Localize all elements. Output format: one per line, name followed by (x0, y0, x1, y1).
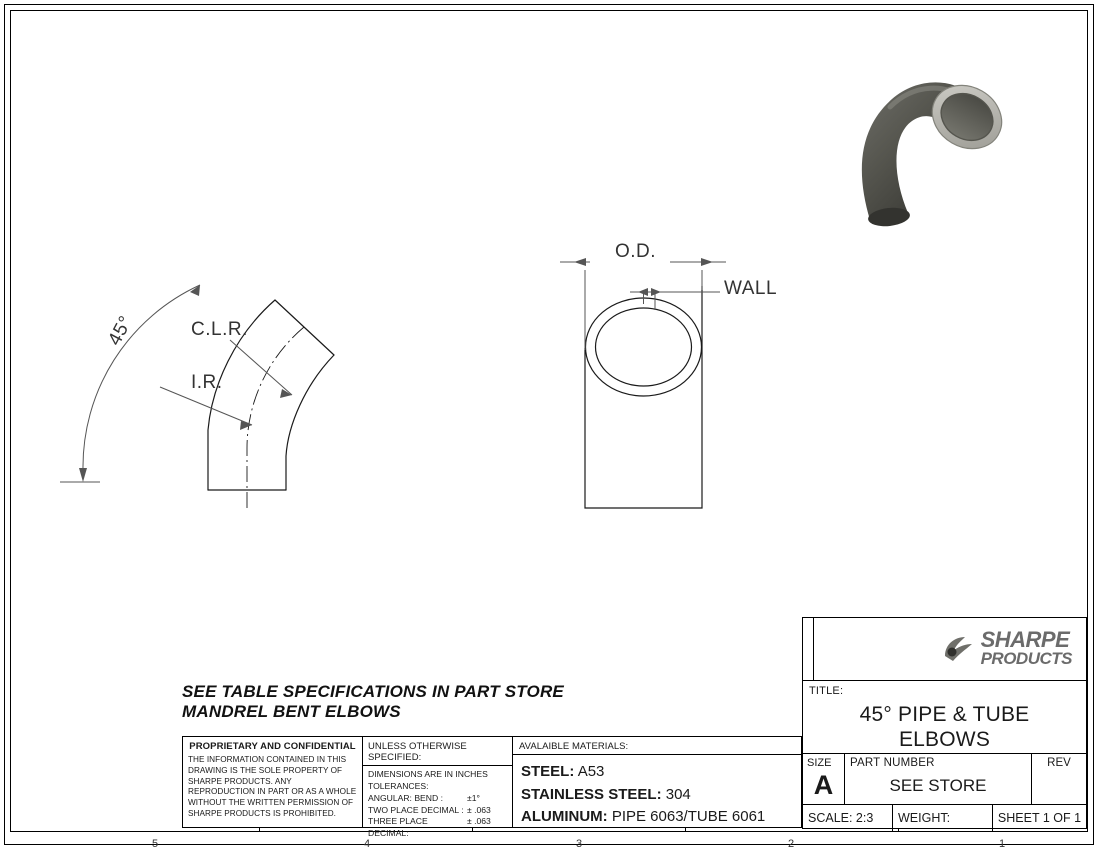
tolerance-key: THREE PLACE DECIMAL: (368, 816, 428, 839)
od-label: O.D. (615, 241, 657, 262)
tolerance-key: TWO PLACE DECIMAL : (368, 804, 464, 815)
tolerance-value: ± .063 (467, 804, 491, 815)
material-label: STAINLESS STEEL: (521, 785, 662, 803)
wall-label: WALL (724, 278, 778, 299)
tolerance-row (368, 816, 507, 840)
size-cell (803, 754, 845, 804)
ir-label: I.R. (191, 372, 223, 393)
materials-header: AVALAIBLE MATERIALS: (513, 737, 801, 755)
tolerance-key: ANGULAR: BEND : (368, 792, 443, 803)
material-label: ALUMINUM: (521, 808, 608, 825)
material-value: A53 (577, 763, 605, 780)
materials-cell (513, 737, 801, 827)
zone-label-5: 5 (151, 838, 159, 850)
title-block (802, 617, 1087, 829)
isometric-render-svg (830, 55, 1060, 255)
centerline (247, 327, 304, 510)
arrow-head (701, 258, 713, 266)
section-view-svg (530, 230, 830, 530)
title-block-logo-row (803, 618, 1086, 681)
logo-mark-icon (941, 632, 975, 666)
notes-line-1: SEE TABLE SPECIFICATIONS IN PART STORE (182, 682, 564, 701)
company-logo (941, 627, 1072, 669)
arrow-head (574, 258, 586, 266)
tolerance-row (368, 805, 507, 817)
tolerance-value: ±1° (467, 792, 480, 803)
weight-label: WEIGHT: (893, 805, 993, 831)
tolerance-value: ± .063 (467, 816, 491, 827)
logo-line-2: PRODUCTS (980, 649, 1072, 669)
sheet-value: SHEET 1 OF 1 (997, 811, 1082, 825)
dimensions-note: DIMENSIONS ARE IN INCHES (368, 769, 488, 779)
drawing-notes (182, 682, 602, 721)
elbow-profile-svg (60, 180, 480, 540)
zone-label-4: 4 (363, 838, 371, 850)
logo-line-1: SHARPE (980, 627, 1070, 653)
angle-arc (83, 285, 200, 470)
size-label: SIZE (807, 757, 832, 769)
angle-label: 45° (104, 312, 138, 350)
tolerances-cell (363, 737, 513, 839)
arrow-head (79, 468, 87, 482)
proprietary-body: THE INFORMATION CONTAINED IN THIS DRAWING IS THE SOLE PROPERTY OF SHARPE PRODUCTS. ANY REPRODUCTION IN PART OR AS A WHOLE WITHOUT THE WRITTEN PERMISSION OF SHARPE PRODUCTS IS PROHIBITED. (188, 755, 357, 819)
size-value: A (813, 770, 834, 800)
material-row (521, 806, 793, 829)
title-block-footer-row (803, 805, 1086, 831)
zone-label-3: 3 (575, 838, 583, 850)
tolerance-row (368, 793, 507, 805)
title-block-title-row (803, 681, 1086, 754)
zone-label-1: 1 (998, 838, 1006, 850)
material-row (521, 761, 793, 784)
material-row (521, 784, 793, 807)
part-number-label: PART NUMBER (850, 757, 935, 769)
proprietary-cell (183, 737, 363, 827)
material-value: 304 (665, 785, 691, 803)
clr-label: C.L.R. (191, 319, 248, 340)
part-number-cell (845, 754, 1032, 804)
isometric-render (830, 55, 1060, 255)
rev-label: REV (1047, 757, 1071, 769)
spec-table (182, 736, 802, 839)
scale-value: SCALE: 2:3 (803, 805, 893, 831)
title-line-2: ELBOWS (898, 727, 991, 751)
elbow-profile-view (60, 180, 480, 540)
title-line-1: 45° PIPE & TUBE (859, 703, 1030, 726)
tolerances-header: UNLESS OTHERWISE SPECIFIED: (363, 737, 512, 766)
rev-cell (1032, 754, 1086, 804)
part-number-value: SEE STORE (889, 776, 987, 795)
title-label: TITLE: (809, 685, 844, 697)
notes-line-2: MANDREL BENT ELBOWS (182, 701, 401, 721)
arrow-head (190, 285, 200, 296)
proprietary-title: PROPRIETARY AND CONFIDENTIAL (189, 741, 356, 752)
section-view (530, 230, 830, 530)
zone-label-2: 2 (787, 838, 795, 850)
title-block-partnumber-row (803, 754, 1086, 805)
arrow-head (651, 288, 661, 296)
tolerances-label: TOLERANCES: (368, 780, 429, 791)
material-label: STEEL: (521, 763, 575, 780)
material-value: PIPE 6063/TUBE 6061 (611, 808, 766, 825)
